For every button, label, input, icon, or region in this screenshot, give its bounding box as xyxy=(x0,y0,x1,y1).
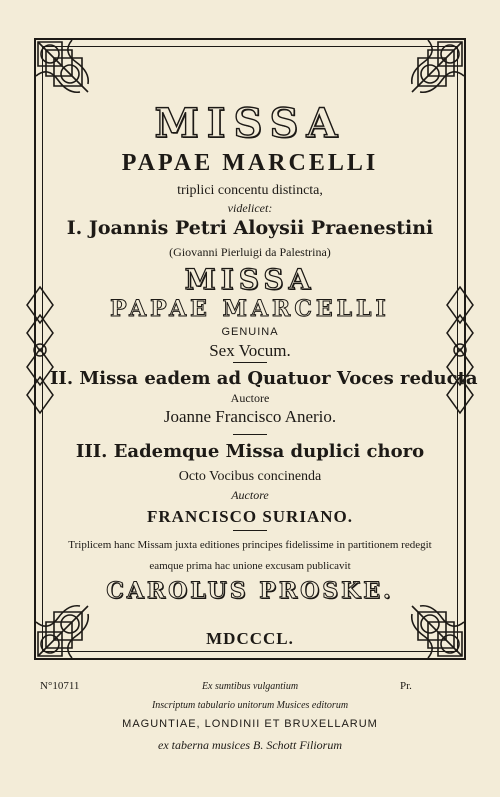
text-octo-vocibus: Octo Vocibus concinenda xyxy=(178,469,322,484)
text-year: MDCCCL. xyxy=(206,629,294,648)
price-label: Pr. xyxy=(400,680,412,692)
text-anerio: Joanne Francisco Anerio. xyxy=(163,407,337,426)
knot-ornament-icon xyxy=(406,36,468,98)
item-1-heading: I. Joannis Petri Aloysii Praenestini xyxy=(66,217,434,239)
text-proske: CAROLUS PROSKE. xyxy=(106,578,394,604)
text-eamque: eamque prima hac unione excusam publicavit xyxy=(149,560,351,572)
imprint-line-1: Ex sumtibus vulgantium xyxy=(201,681,299,692)
title-missa: MISSA xyxy=(154,100,346,147)
knot-ornament-icon xyxy=(32,36,94,98)
text-auctore-2: Auctore xyxy=(231,488,269,502)
title-papae-marcelli-2: PAPAE MARCELLI xyxy=(110,296,390,322)
imprint-line-3: MAGUNTIAE, LONDINII ET BRUXELLARUM xyxy=(122,718,378,730)
item-3-heading: III. Eademque Missa duplici choro xyxy=(75,441,425,462)
text-sex-vocum: Sex Vocum. xyxy=(209,341,291,360)
text-auctore-1: Auctore xyxy=(230,391,270,405)
divider xyxy=(233,434,267,435)
divider xyxy=(233,530,267,531)
divider xyxy=(233,362,267,363)
title-missa-2: MISSA xyxy=(184,263,316,296)
item-1-subtitle: (Giovanni Pierluigi da Palestrina) xyxy=(169,245,331,259)
imprint-line-2: Inscriptum tabulario unitorum Musices editorum xyxy=(151,700,349,711)
item-2-heading: II. Missa eadem ad Quatuor Voces reducta xyxy=(50,368,478,389)
text-triplicem: Triplicem hanc Missam juxta editiones principes fidelissime in partitionem redegit xyxy=(68,539,432,551)
text-genuina: GENUINA xyxy=(221,326,279,338)
plate-number: N°10711 xyxy=(40,680,80,692)
text-videlicet: videlicet: xyxy=(227,201,273,215)
title-papae-marcelli: PAPAE MARCELLI xyxy=(121,150,379,176)
text-suriano: FRANCISCO SURIANO. xyxy=(147,507,353,526)
subtitle-triplici: triplici concentu distincta, xyxy=(177,183,323,198)
imprint-line-4: ex taberna musices B. Schott Filiorum xyxy=(158,738,342,752)
